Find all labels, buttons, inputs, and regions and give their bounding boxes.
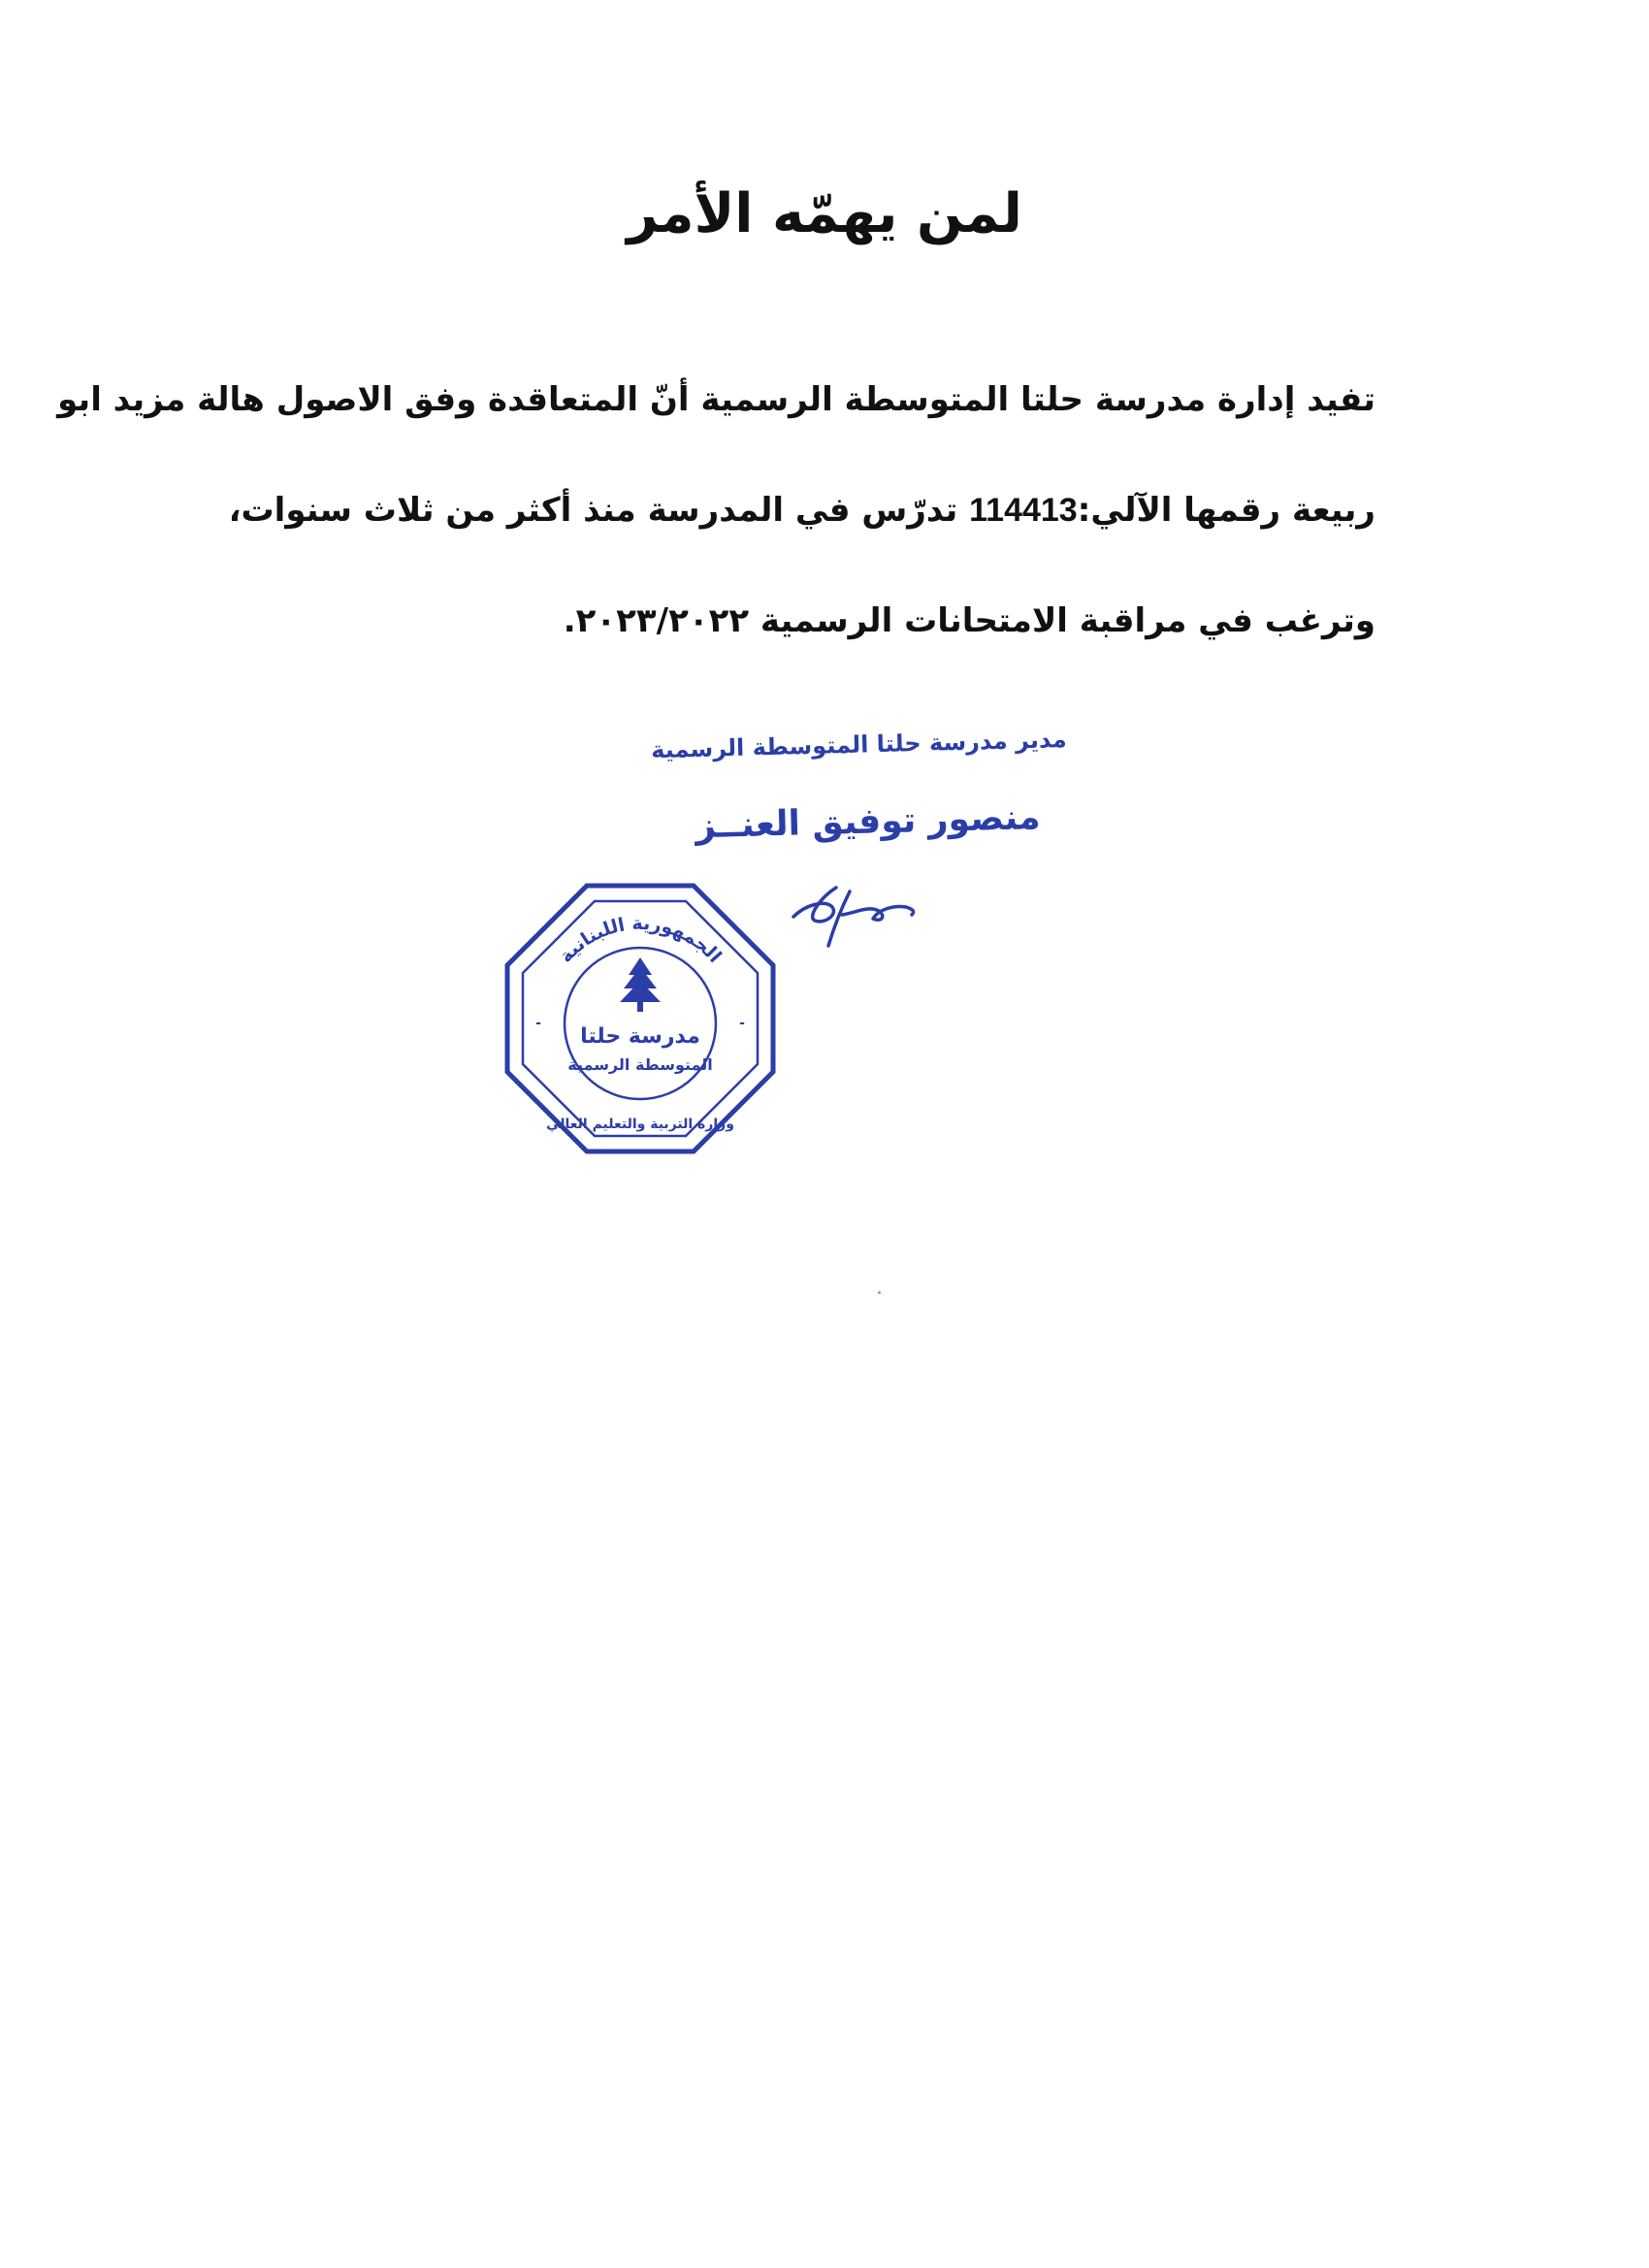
body-line-1: تفيد إدارة مدرسة حلتا المتوسطة الرسمية أنّ المتعاقدة وفق الاصول هالة مزيد ابو — [57, 380, 1375, 419]
stamp-inner-line-1: مدرسة حلتا — [580, 1024, 700, 1049]
signatory-title: مدير مدرسة حلتا المتوسطة الرسمية — [651, 726, 1068, 764]
stamp-inner-line-2: المتوسطة الرسمية — [567, 1055, 713, 1074]
body-line-3: وترغب في مراقبة الامتحانات الرسمية ٢٠٢٣/٢٠٢٢. — [563, 601, 1375, 640]
official-stamp — [500, 878, 781, 1159]
body-line-2-end: تدرّس في المدرسة منذ أكثر من ثلاث سنوات، — [228, 491, 970, 530]
body-line-2-start: ربيعة رقمها الآلي: — [1077, 491, 1375, 530]
cedar-tree-icon — [620, 957, 661, 1012]
stamp-left-dash: - — [535, 1016, 541, 1031]
handwritten-signature — [786, 878, 922, 956]
stamp-bottom-text: وزارة التربية والتعليم العالي — [546, 1117, 734, 1132]
employee-number: 114413 — [969, 492, 1078, 529]
stamp-inner-octagon — [523, 901, 758, 1136]
signatory-name: منصور توفيق العنــز — [695, 797, 1041, 847]
stamp-right-dash: - — [739, 1016, 745, 1031]
page-title: لمن يهمّه الأمر — [627, 182, 1022, 245]
scan-speck — [878, 1291, 881, 1294]
body-line-2 — [229, 491, 1375, 530]
stamp-outer-text: الجمهورية اللبنانية — [555, 912, 726, 967]
